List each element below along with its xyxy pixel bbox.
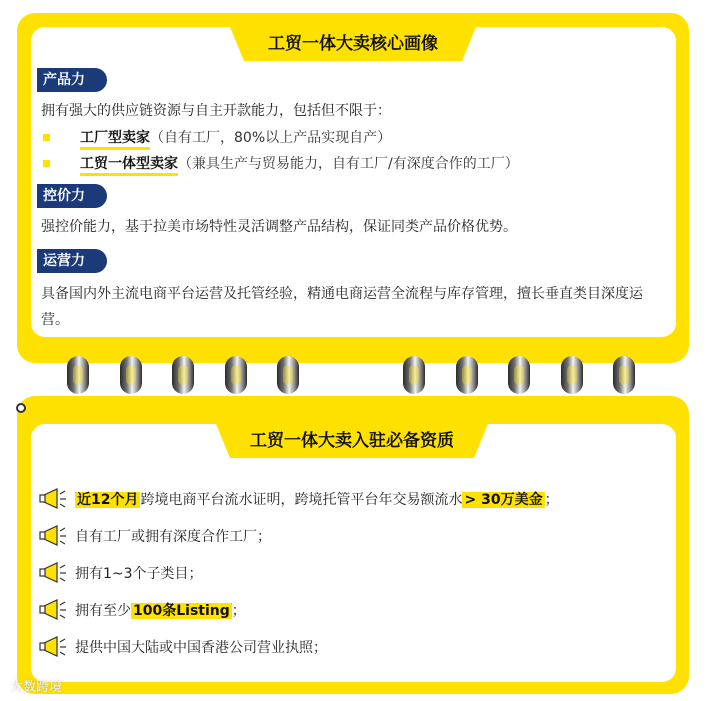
bullet-keyword: 工贸一体型卖家	[80, 156, 178, 176]
megaphone-icon	[38, 634, 68, 660]
product-bullet-factory	[80, 127, 391, 147]
qualification-card-title: 工贸一体大卖入驻必备资质	[230, 424, 474, 458]
product-intro: 拥有强大的供应链资源与自主开款能力，包括但不限于：	[41, 103, 391, 119]
ops-text: 具备国内外主流电商平台运营及托管经验，精通电商运营全流程与库存管理，擅长垂直类目深度运营。	[41, 286, 643, 328]
label-product: 产品力	[37, 68, 107, 92]
requirement-item: 自有工厂或拥有深度合作工厂；	[75, 529, 271, 545]
binder-ring	[225, 356, 247, 394]
label-price: 控价力	[37, 184, 107, 208]
requirement-end: ；	[231, 603, 246, 619]
binder-ring	[456, 356, 478, 394]
binder-ring	[67, 356, 89, 394]
requirement-end: ；	[544, 492, 559, 508]
bullet-note: （兼具生产与贸易能力，自有工厂/有深度合作的工厂）	[178, 156, 519, 172]
bullet-marker	[43, 134, 50, 141]
requirement-item	[75, 489, 559, 509]
binder-ring	[403, 356, 425, 394]
highlight: 100条Listing	[133, 603, 230, 619]
binder-hole	[16, 403, 26, 413]
highlight: 近12个月	[77, 492, 139, 508]
megaphone-icon	[38, 523, 68, 549]
watermark: 大数跨境	[10, 680, 63, 695]
megaphone-icon	[38, 597, 68, 623]
requirement-item: 拥有1~3个子类目；	[75, 566, 203, 582]
bullet-marker	[43, 160, 50, 167]
binder-ring	[172, 356, 194, 394]
megaphone-icon	[38, 560, 68, 586]
requirement-item: 提供中国大陆或中国香港公司营业执照；	[75, 640, 327, 656]
profile-card-title: 工贸一体大卖核心画像	[244, 27, 462, 61]
binder-ring	[508, 356, 530, 394]
bullet-note: （自有工厂，80%以上产品实现自产）	[150, 130, 392, 146]
binder-ring	[120, 356, 142, 394]
requirement-text: 跨境电商平台流水证明，跨境托管平台年交易额流水	[140, 492, 463, 508]
bullet-keyword: 工厂型卖家	[80, 130, 150, 150]
highlight: > 30万美金	[464, 492, 543, 508]
requirement-item	[75, 600, 246, 620]
binder-ring	[561, 356, 583, 394]
requirement-text: 拥有至少	[75, 603, 131, 619]
label-ops: 运营力	[37, 249, 107, 273]
megaphone-icon	[38, 486, 68, 512]
binder-ring	[613, 356, 635, 394]
binder-ring	[277, 356, 299, 394]
price-text: 强控价能力，基于拉美市场特性灵活调整产品结构，保证同类产品价格优势。	[41, 219, 517, 235]
product-bullet-industry-trade	[80, 153, 519, 173]
